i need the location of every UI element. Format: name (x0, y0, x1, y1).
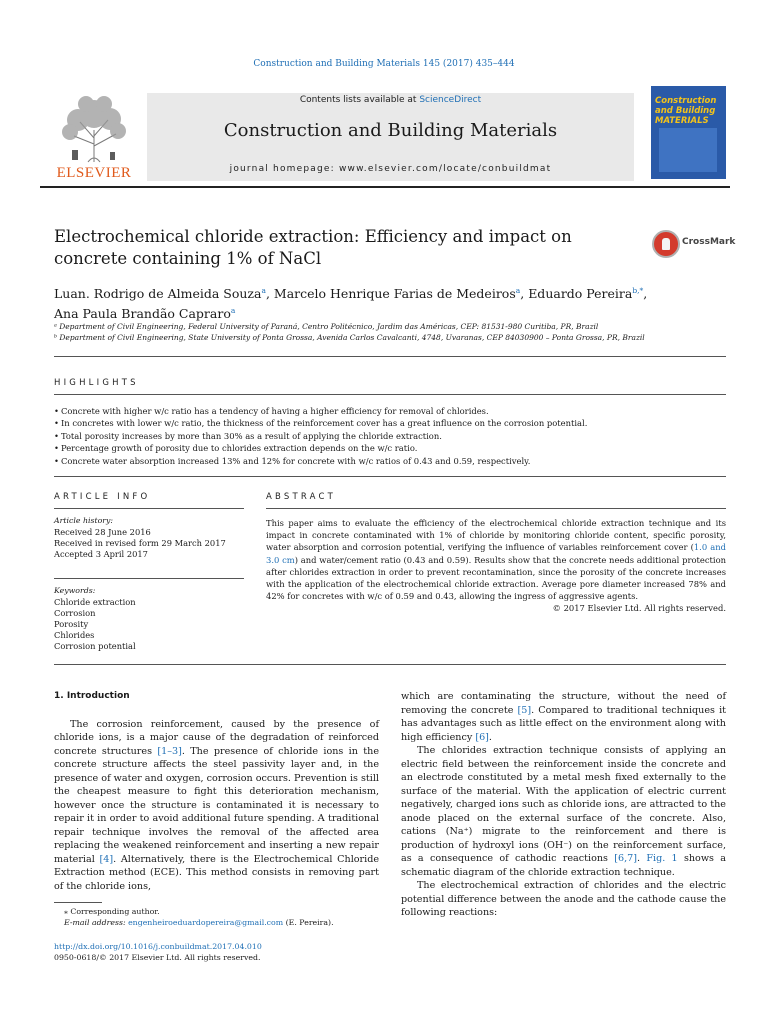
email-link[interactable]: engenheiroeduardopereira@gmail.com (128, 918, 284, 927)
paragraph-text: shows a schematic diagram of the chloride extraction technique. (401, 853, 726, 878)
abstract-part: This paper aims to evaluate the efficiency of the electrochemical chloride extraction technique and its impact in concrete contaminated with 1% of chloride by monitoring chloride content, specific porosity, water absorption and corrosion potential, verifying the influence of variables reinforcement cover ( (266, 518, 726, 553)
highlights-bottom-divider (54, 476, 726, 477)
email-label: E-mail address: (64, 918, 129, 927)
elsevier-tree-icon (58, 92, 130, 164)
footnote-divider (54, 902, 102, 903)
affiliations (54, 322, 714, 343)
elsevier-logo (54, 92, 134, 182)
article-info-divider (54, 508, 244, 509)
paragraph-text: . The presence of chloride ions in the concrete structure affects the steel passivity layer and, in the presence of water and oxygen, corrosion occurs. Prevention is still the cheapest measure to fight this deterioration mechanism, however once the structure is contaminated it is necessary to repair it in order to avoid additional future spending. A traditional repair technique involves the removal of the affected area replacing the weakened reinforcement and inserting a new repair material (54, 745, 379, 865)
abstract-text (266, 517, 726, 615)
journal-homepage-link[interactable]: journal homepage: www.elsevier.com/locate/conbuildmat (229, 164, 552, 174)
history-accepted: Accepted 3 April 2017 (54, 549, 148, 559)
affiliation-a: ᵃ Department of Civil Engineering, Federal University of Paraná, Centro Politécnico, Jardim das Américas, CEP: 81531-980 Curitiba, PR, Brazil (54, 322, 599, 331)
introduction-heading: 1. Introduction (54, 691, 130, 701)
contents-prefix: Contents lists available at (299, 95, 420, 105)
article-history-label: Article history: (54, 516, 114, 525)
keywords-divider (54, 578, 244, 579)
citation-link[interactable]: [6] (475, 731, 489, 743)
highlights-heading: HIGHLIGHTS (54, 378, 139, 388)
journal-cover-thumbnail (651, 86, 726, 179)
email-line (54, 917, 384, 928)
email-suffix: (E. Pereira). (283, 918, 334, 927)
crossmark-icon (652, 230, 680, 258)
abstract-part: ) and water/cement ratio (0.43 and 0.59). Results show that the concrete needs additional protection after chlorides extraction in order to prevent recontamination, since the porosity of the concrete increases with the application of the electrochemical chloride extraction. Average pore diameter increased 78% and 42% for concretes with w/c of 0.59 and 0.43, allowing the ingress of aggressive agents. (266, 554, 726, 602)
footnote (54, 906, 384, 928)
author-name[interactable]: Marcelo Henrique Farias de Medeiros (273, 286, 516, 302)
highlight-item: • Percentage growth of porosity due to chlorides extraction depends on the w/c ratio. (54, 442, 724, 454)
affiliation-divider (54, 356, 726, 357)
keyword: Chloride extraction (54, 597, 136, 607)
highlight-item: • Concrete with higher w/c ratio has a tendency of having a higher efficiency for removal of chlorides. (54, 405, 724, 417)
author-affiliation-mark[interactable]: a (230, 306, 236, 316)
elsevier-wordmark: ELSEVIER (56, 165, 132, 181)
doi-link[interactable]: http://dx.doi.org/10.1016/j.conbuildmat.2017.04.010 (54, 942, 262, 951)
author-name[interactable]: Ana Paula Brandão Capraro (54, 306, 231, 322)
cover-title: Construction and Building MATERIALS (655, 96, 717, 126)
body-paragraph (401, 744, 726, 879)
contents-line (147, 95, 634, 105)
keywords-label: Keywords: (54, 586, 96, 595)
paper-title: Electrochemical chloride extraction: Efficiency and impact on concrete containing 1% of NaCl (54, 227, 572, 268)
author-affiliation-mark[interactable]: b,* (632, 286, 644, 295)
paragraph-text: . (637, 853, 647, 864)
journal-name: Construction and Building Materials (223, 120, 558, 141)
author-separator: , (520, 286, 529, 302)
article-history (54, 527, 226, 560)
history-received: Received 28 June 2016 (54, 527, 151, 537)
highlight-item: • In concretes with lower w/c ratio, the thickness of the reinforcement cover has a great influence on the corrosion potential. (54, 417, 724, 429)
keyword: Corrosion (54, 608, 96, 618)
citation-link[interactable]: [6,7] (614, 853, 637, 864)
issn-copyright: 0950-0618/© 2017 Elsevier Ltd. All rights reserved. (54, 952, 261, 962)
author-separator: , (265, 286, 274, 302)
highlights-divider (54, 394, 726, 395)
paragraph-text: The chlorides extraction technique consists of applying an electric field between the reinforcement inside the concrete and an electrode constituted by a metal mesh fixed externally to the surface of the material. With the application of electric current negatively, charged ions such as chloride ions, are attracted to the anode placed on the external surface of the concrete. Also, cations (Na⁺) migrate to the reinforcement and there is production of hydroxyl ions (OH⁻) on the reinforcement surface, as a consequence of cathodic reactions (401, 745, 726, 864)
crossmark-label: CrossMark (682, 237, 736, 247)
citation-link[interactable]: [1–3] (157, 745, 182, 757)
highlight-item: • Concrete water absorption increased 13% and 12% for concrete with w/c ratios of 0.43 and 0.59, respectively. (54, 455, 724, 467)
paragraph-text: . (488, 731, 492, 743)
author-name[interactable]: Eduardo Pereira (528, 286, 633, 302)
author-separator: , (643, 286, 648, 302)
paragraph-text: . Compared to traditional techniques it has advantages such as little effect on the environment along with high efficiency (401, 704, 726, 743)
figure-link[interactable]: Fig. 1 (646, 853, 678, 864)
body-paragraph: The electrochemical extraction of chlorides and the electric potential difference between the anode and the cathode cause the following reactions: (401, 880, 726, 918)
sciencedirect-link[interactable]: ScienceDirect (419, 95, 482, 105)
author-list (54, 282, 714, 322)
body-left-column (54, 690, 379, 893)
abstract-bottom-divider (54, 664, 726, 665)
paragraph-text: The corrosion reinforcement, caused by the presence of chloride ions, is a major cause of the degradation of reinforced concrete structures (54, 718, 379, 757)
cover-graphic (659, 128, 717, 172)
paragraph-text: which are contaminating the structure, without the need of removing the concrete (401, 691, 726, 716)
page-footer (54, 942, 384, 963)
abstract-copyright: © 2017 Elsevier Ltd. All rights reserved. (552, 603, 726, 614)
history-revised: Received in revised form 29 March 2017 (54, 538, 226, 548)
corresponding-author-note: ⁎ Corresponding author. (64, 907, 160, 916)
keyword: Porosity (54, 619, 89, 629)
keyword: Chlorides (54, 630, 95, 640)
highlights-list (54, 405, 724, 467)
article-info-heading: ARTICLE INFO (54, 492, 151, 502)
highlight-item: • Total porosity increases by more than 30% as a result of applying the chloride extraction. (54, 430, 724, 442)
journal-reference-link[interactable]: Construction and Building Materials 145 (2017) 435–444 (253, 59, 515, 69)
affiliation-b: ᵇ Department of Civil Engineering, State University of Ponta Grossa, Avenida Carlos Cavalcanti, 4748, Uvaranas, CEP 84030900 – Ponta Grossa, PR, Brazil (54, 332, 645, 342)
body-paragraph (401, 690, 726, 744)
keywords-list (54, 597, 136, 652)
keyword: Corrosion potential (54, 641, 136, 651)
crossmark-badge[interactable] (652, 228, 736, 262)
citation-link[interactable]: [5] (517, 704, 532, 716)
author-affiliation-mark[interactable]: a (261, 286, 266, 295)
body-right-column (401, 690, 726, 920)
author-name[interactable]: Luan. Rodrigo de Almeida Souza (54, 286, 262, 302)
abstract-heading: ABSTRACT (266, 492, 337, 502)
abstract-divider (266, 508, 726, 509)
body-paragraph (54, 718, 379, 894)
citation-link[interactable]: [4] (99, 853, 114, 865)
header-divider (40, 186, 730, 188)
paragraph-text: . Alternatively, there is the Electrochemical Chloride Extraction method (ECE). This method consists in removing part of the chloride ions, (54, 853, 380, 892)
abstract-highlight-link[interactable]: 1.0 and 3.0 cm (266, 542, 726, 565)
author-affiliation-mark[interactable]: a (515, 286, 521, 295)
